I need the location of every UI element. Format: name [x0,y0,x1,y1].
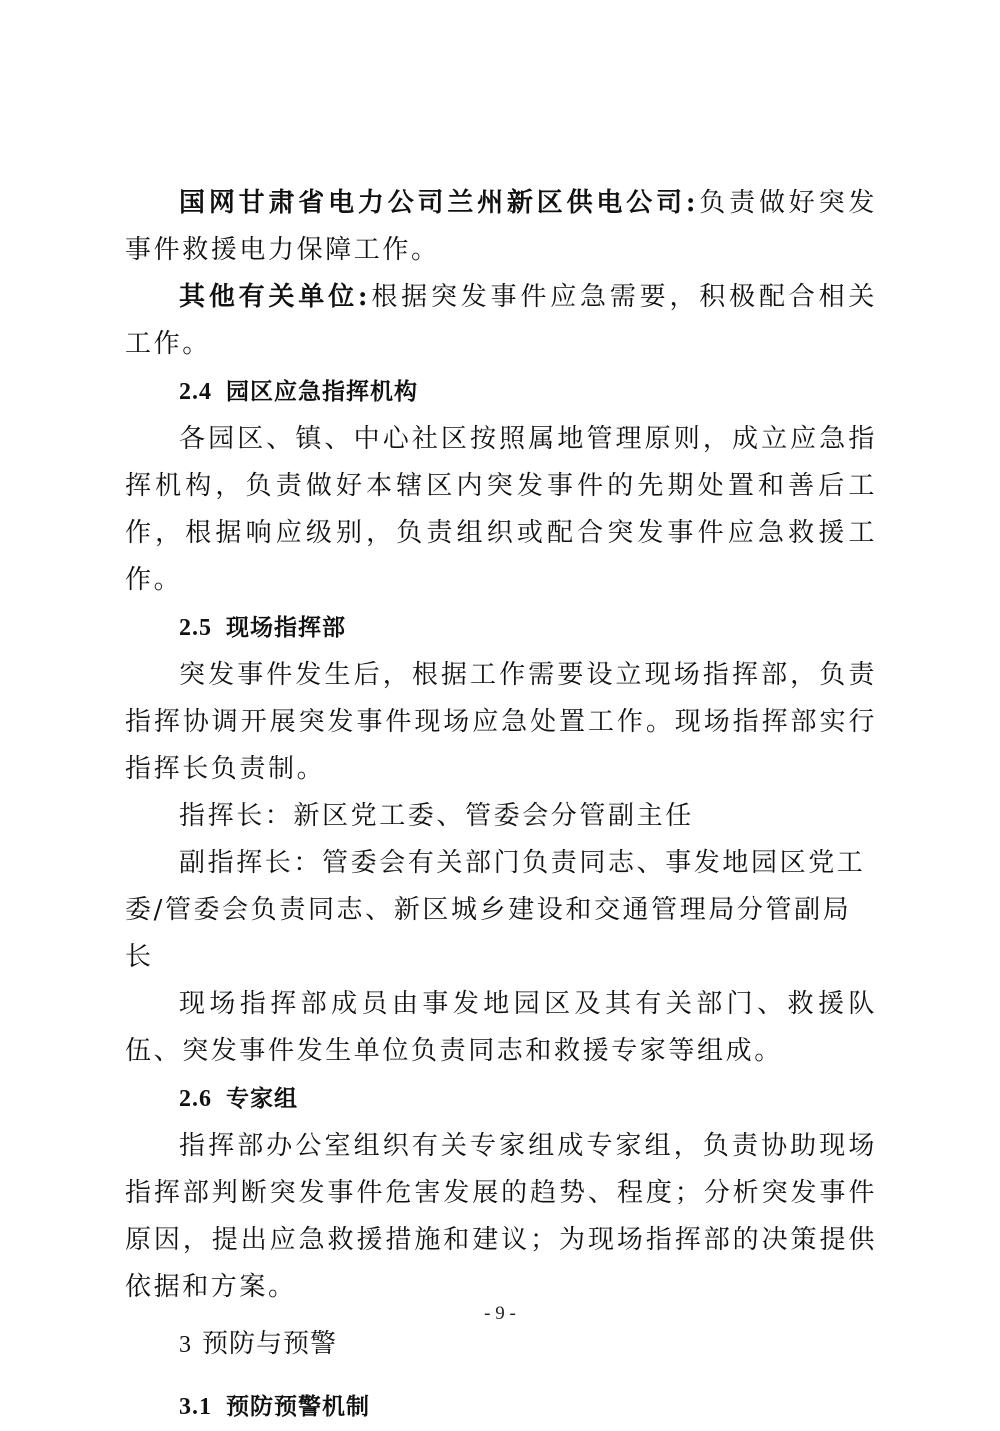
section-title: 专家组 [226,1085,298,1112]
paragraph-deputy-commander: 副指挥长：管委会有关部门负责同志、事发地园区党工委/管委会负责同志、新区城乡建设和交通管理局分管副局长 [125,848,866,972]
paragraph-other-units [125,274,877,368]
org-name-power-company: 国网甘肃省电力公司兰州新区供电公司: [179,188,699,218]
org-name-other-units: 其他有关单位: [179,282,371,312]
section-number: 2.5 [179,615,212,641]
section-title: 现场指挥部 [226,614,346,641]
section-number: 2.4 [179,379,212,405]
page-number: - 9 - [484,1303,516,1324]
duty-power-company: 负责做好突发事件救援电力保障工作。 [125,188,877,265]
paragraph-park-command: 各园区、镇、中心社区按照属地管理原则，成立应急指挥机构，负责做好本辖区内突发事件的先期处置和善后工作，根据响应级别，负责组织或配合突发事件应急救援工作。 [125,424,877,595]
section-number: 2.6 [179,1086,212,1112]
section-heading-2-5 [125,604,877,652]
paragraph-command-members: 现场指挥部成员由事发地园区及其有关部门、救援队伍、突发事件发生单位负责同志和救援专家等组成。 [125,989,877,1066]
section-number: 3.1 [179,1394,212,1420]
section-title: 园区应急指挥机构 [226,378,418,405]
duty-other-units: 根据突发事件应急需要，积极配合相关工作。 [125,282,877,359]
chapter-number: 3 [179,1332,192,1358]
paragraph-commander: 指挥长：新区党工委、管委会分管副主任 [179,801,694,831]
paragraph-power-company [125,180,877,274]
section-title: 预防预警机制 [226,1393,370,1420]
chapter-title: 预防与预警 [202,1329,338,1359]
document-body [125,180,877,1431]
section-heading-2-6 [125,1075,877,1123]
paragraph-expert-group: 指挥部办公室组织有关专家组成专家组，负责协助现场指挥部判断突发事件危害发展的趋势、程度；分析突发事件原因，提出应急救援措施和建议；为现场指挥部的决策提供依据和方案。 [125,1131,877,1302]
section-heading-2-4 [125,368,877,416]
chapter-heading-3 [125,1321,877,1369]
section-heading-3-1 [125,1383,877,1431]
paragraph-field-command: 突发事件发生后，根据工作需要设立现场指挥部，负责指挥协调开展突发事件现场应急处置工作。现场指挥部实行指挥长负责制。 [125,660,877,784]
